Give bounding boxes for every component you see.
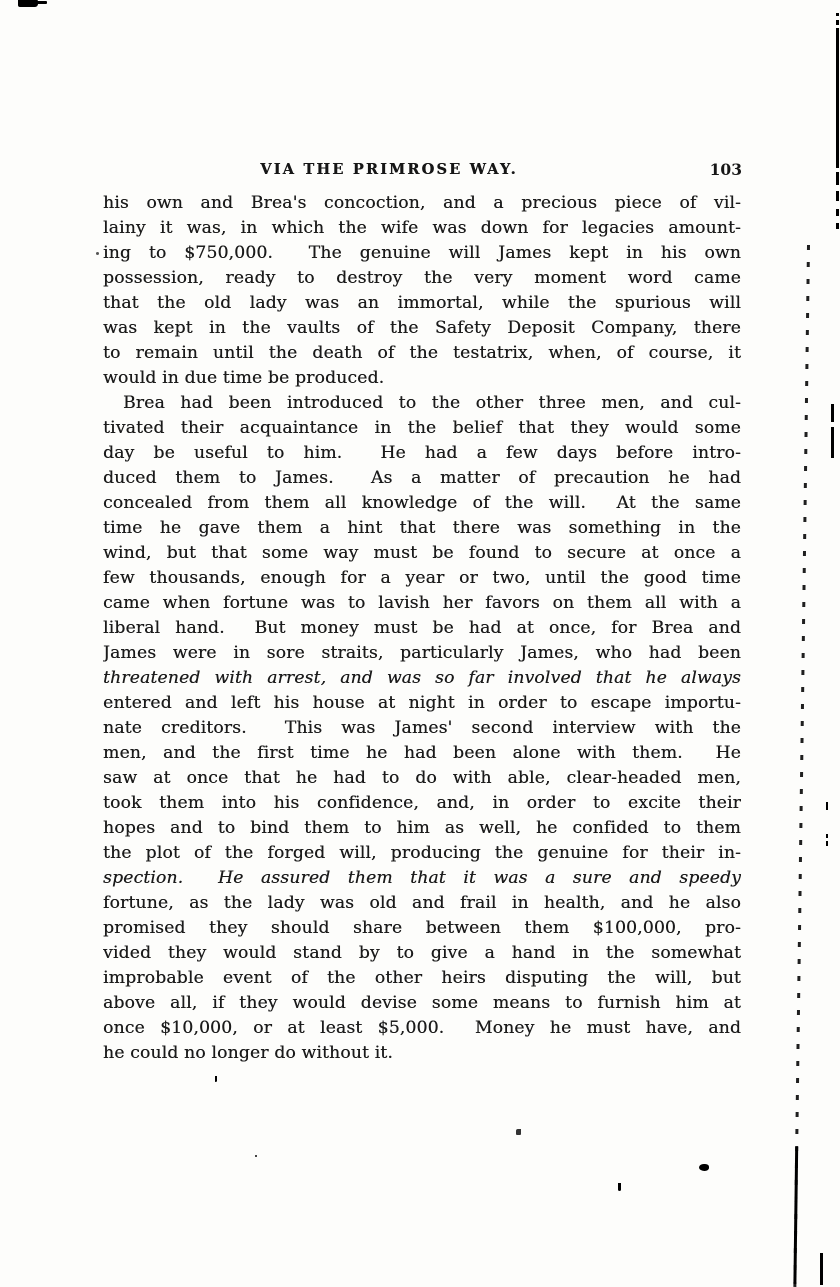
text-line: lainy it was, in which the wife was down for legacies amount- — [103, 218, 741, 238]
text-line: men, and the first time he had been alone with them. He — [103, 743, 741, 763]
scan-mark-right-1 — [826, 802, 828, 810]
text-line: once $10,000, or at least $5,000. Money he must have, and — [103, 1018, 741, 1038]
scan-speck-bottom-left — [618, 1183, 621, 1191]
text-line: to remain until the death of the testatrix, when, of course, it — [103, 343, 741, 363]
text-line: was kept in the vaults of the Safety Deposit Company, there — [103, 318, 741, 338]
text-line: wind, but that some way must be found to secure at once a — [103, 543, 741, 563]
text-line: that the old lady was an immortal, while the spurious will — [103, 293, 741, 313]
text-line: would in due time be produced. — [103, 368, 385, 388]
text-line: the plot of the forged will, producing the genuine for their in- — [103, 843, 741, 863]
text-line: vided they would stand by to give a hand in the somewhat — [103, 943, 741, 963]
text-line: spection. He assured them that it was a sure and speedy — [103, 868, 741, 888]
text-line: liberal hand. But money must be had at once, for Brea and — [103, 618, 741, 638]
scan-line-bottom-right — [820, 1253, 823, 1285]
text-line: hopes and to bind them to him as well, he confided to them — [103, 818, 741, 838]
text-line: his own and Brea's concoction, and a precious piece of vil- — [103, 193, 741, 213]
scan-line-right-short — [831, 404, 834, 458]
scan-smudge-top-left — [18, 0, 38, 7]
text-line: entered and left his house at night in order to escape importu- — [103, 693, 741, 713]
scan-mark-right-2 — [826, 834, 828, 846]
running-head: VIA THE PRIMROSE WAY. — [260, 161, 518, 178]
text-line: improbable event of the other heirs disputing the will, but — [103, 968, 741, 988]
scan-smudge-top-left-tail — [36, 1, 47, 4]
text-line: saw at once that he had to do with able, clear-headed men, — [103, 768, 741, 788]
text-line: ing to $750,000. The genuine will James kept in his own — [103, 243, 741, 263]
scan-speck-bottom-center — [699, 1164, 709, 1171]
text-line: took them into his confidence, and, in order to excite their — [103, 793, 741, 813]
scan-mark-under-text — [215, 1076, 217, 1082]
text-line: possession, ready to destroy the very moment word came — [103, 268, 741, 288]
text-line: concealed from them all knowledge of the will. At the same — [103, 493, 741, 513]
text-line: he could no longer do without it. — [103, 1043, 393, 1063]
text-line: above all, if they would devise some means to furnish him at — [103, 993, 741, 1013]
text-line: came when fortune was to lavish her favors on them all with a — [103, 593, 741, 613]
scan-line-right-margin — [793, 245, 809, 1287]
text-line: James were in sore straits, particularly James, who had been — [103, 643, 741, 663]
text-line: tivated their acquaintance in the belief that they would some — [103, 418, 741, 438]
text-line: promised they should share between them $100,000, pro- — [103, 918, 741, 938]
text-line: day be useful to him. He had a few days before intro- — [103, 443, 741, 463]
text-line: time he gave them a hint that there was something in the — [103, 518, 741, 538]
text-line: Brea had been introduced to the other three men, and cul- — [123, 393, 741, 413]
text-line: fortune, as the lady was old and frail in health, and he also — [103, 893, 741, 913]
text-line: duced them to James. As a matter of precaution he had — [103, 468, 741, 488]
page-number: 103 — [709, 160, 742, 179]
text-line: threatened with arrest, and was so far involved that he always — [103, 668, 741, 688]
scan-dot-bottom — [255, 1155, 257, 1157]
body-text — [103, 191, 741, 1066]
scan-dot-left-margin — [96, 252, 99, 255]
text-line: nate creditors. This was James' second interview with the — [103, 718, 741, 738]
scan-line-right-edge-top — [836, 13, 839, 233]
text-line: few thousands, enough for a year or two, until the good time — [103, 568, 741, 588]
scan-speck-mid-bottom — [516, 1129, 521, 1135]
